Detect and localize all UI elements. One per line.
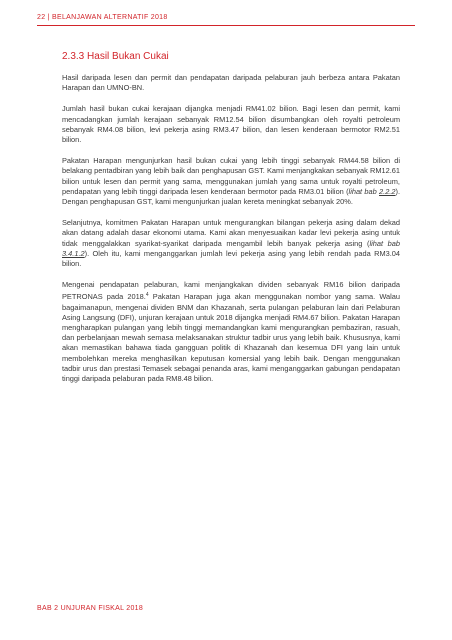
section-title: Hasil Bukan Cukai	[87, 51, 169, 62]
paragraph-4-text-b: ). Oleh itu, kami menganggarkan jumlah levi pekerja asing yang lebih rendah pada RM3.04 bilion.	[62, 248, 400, 269]
running-footer: BAB 2 UNJURAN FISKAL 2018	[37, 605, 144, 612]
paragraph-5	[62, 280, 400, 384]
paragraph-3	[62, 156, 400, 207]
section-number: 2.3.3	[62, 51, 85, 62]
paragraph-2: Jumlah hasil bukan cukai kerajaan dijangka menjadi RM41.02 bilion. Bagi lesen dan permit, kami mencadangkan jumlah kerajaan sebanyak RM12.54 bilion disumbangkan oleh royalti petroleum sebanyak RM4.08 bilion, levi pekerja asing RM3.47 bilion, dan lesen kenderaan bermotor RM2.51 bilion.	[62, 104, 400, 145]
book-title: BELANJAWAN ALTERNATIF 2018	[52, 14, 168, 21]
paragraph-4-text-a: Selanjutnya, komitmen Pakatan Harapan untuk mengurangkan bilangan pekerja asing dalam dekad akan datang adalah dasar ekonomi utama. Kami akan menyesuaikan kadar levi pekerja asing untuk tidak menggalakkan syarikat-syarikat daripada mengambil lebih banyak pekerja asing (	[62, 218, 400, 248]
header-divider	[37, 25, 415, 26]
paragraph-3-text-a: Pakatan Harapan mengunjurkan hasil bukan cukai yang lebih tinggi sebanyak RM44.58 bilion di belakang pentadbiran yang lebih baik dan penghapusan GST. Kami menjangkakan sebanyak RM12.61 bilion untuk lesen dan permit yang sama, menggunakan jumlah yang sama untuk royalti petroleum, pendapatan yang lebih tinggi daripada lesen kenderaan bermotor pada RM3.01 bilion (	[62, 156, 400, 196]
chapter-link-2-2-2[interactable]: 2.2.2	[379, 186, 396, 196]
header-separator: |	[45, 14, 52, 21]
chapter-reference	[349, 187, 396, 196]
chapter-reference-label: lihat bab	[348, 186, 380, 196]
section-heading	[62, 51, 169, 62]
running-header	[37, 14, 415, 21]
paragraph-1: Hasil daripada lesen dan permit dan pendapatan daripada pelaburan jauh berbeza antara Pakatan Harapan dan UMNO-BN.	[62, 73, 400, 93]
page-number: 22	[37, 14, 46, 21]
paragraph-5-text-b: Pakatan Harapan juga akan menggunakan nombor yang sama. Walau bagaimanapun, mengenai dividen BNM dan Khazanah, serta pulangan pelaburan lain dari Pelaburan Asing Langsung (DFI), unjuran kerajaan untuk 2018 dijangka menjadi RM4.67 bilion. Pakatan Harapan mengharapkan pulangan yang lebih tinggi memandangkan kami mengurangkan pembaziran, rasuah, dan perbelanjaan mewah semasa melaksanakan struktur tadbir urus yang lebih baik. Khususnya, kami akan memastikan bahawa tiada gangguan politik di Khazanah dan kesemua DFI yang lain untuk membolehkan mereka menghasilkan keputusan komersial yang lebih baik. Dengan menggunakan tadbir urus dan prestasi Temasek sebagai penanda aras, kami menganggarkan gabungan pendapatan tinggi daripada pelaburan pada RM8.48 bilion.	[62, 292, 400, 384]
paragraph-3-text-b: ). Dengan penghapusan GST, kami mengunjurkan jualan kereta meningkat sebanyak 20%.	[62, 186, 400, 207]
chapter-link-3-4-1-2[interactable]: 3.4.1.2	[62, 248, 85, 258]
body-text	[62, 73, 400, 395]
footnote-marker[interactable]: 4	[145, 292, 149, 299]
paragraph-4	[62, 218, 400, 269]
chapter-reference-label: lihat bab	[369, 238, 400, 248]
paragraph-5-text-a: Mengenai pendapatan pelaburan, kami menjangkakan dividen sebanyak RM16 bilion daripada PETRONAS pada 2018.	[62, 280, 400, 302]
